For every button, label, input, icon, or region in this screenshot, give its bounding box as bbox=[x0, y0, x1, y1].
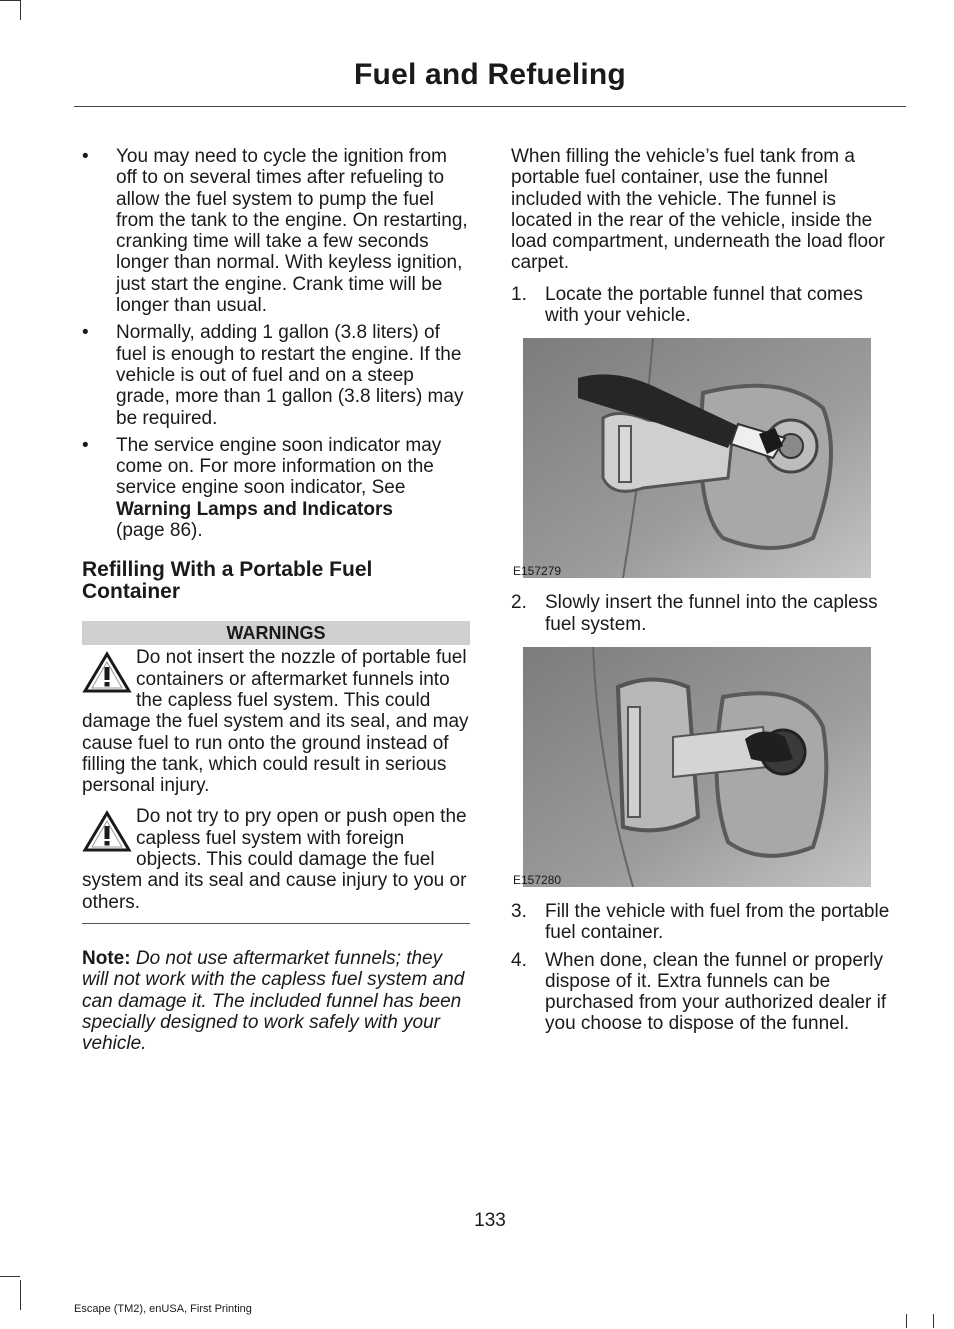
fuel-door-illustration bbox=[523, 338, 871, 578]
bullet-text: Normally, adding 1 gallon (3.8 liters) of fuel is enough to restart the engine. If the vehicle is out of fuel and on a steep grade, more than 1 gallon (3.8 liters) may be required. bbox=[116, 322, 464, 429]
bullet-text: The service engine soon indicator may come on. For more information on the service engine soon indicator, See bbox=[116, 434, 442, 499]
step-number: 2. bbox=[511, 592, 527, 614]
step-text: Slowly insert the funnel into the capless fuel system. bbox=[545, 592, 878, 635]
footer-text: Escape (TM2), enUSA, First Printing bbox=[74, 1303, 252, 1315]
figure-code: E157279 bbox=[513, 564, 562, 579]
fuel-door-illustration bbox=[523, 647, 871, 887]
warnings-header: WARNINGS bbox=[82, 621, 470, 645]
bullet-item bbox=[82, 322, 470, 428]
step-number: 3. bbox=[511, 900, 527, 922]
note-text: Do not use aftermarket funnels; they will not work with the capless fuel system and can damage it. The included funnel has been specially designed to work safely with your vehicle. bbox=[82, 947, 465, 1055]
page-number: 133 bbox=[474, 1210, 506, 1231]
bullet-text: You may need to cycle the ignition from off to on several times after refueling to allow the fuel system to pump the fuel from the tank to the engine. On restarting, cranking time will take a few seconds longer than normal. With keyless ignition, just start the engine. Crank time will be longer than usual. bbox=[116, 146, 468, 317]
step-item bbox=[511, 284, 901, 327]
note bbox=[82, 948, 470, 1054]
crop-mark bbox=[20, 0, 21, 20]
figure-code: E157280 bbox=[513, 872, 562, 887]
warning-block bbox=[82, 806, 470, 912]
step-number: 1. bbox=[511, 283, 527, 305]
step-number: 4. bbox=[511, 949, 527, 971]
step-text: Fill the vehicle with fuel from the portable fuel container. bbox=[545, 900, 890, 944]
bullet-mark: • bbox=[82, 322, 89, 344]
step-item bbox=[511, 901, 901, 944]
bullet-item bbox=[82, 146, 470, 316]
bullet-mark: • bbox=[82, 434, 89, 456]
step-item bbox=[511, 592, 901, 635]
bullet-item bbox=[82, 435, 470, 541]
section-heading: Refilling With a Portable Fuel Container bbox=[82, 558, 373, 604]
left-column bbox=[82, 146, 470, 1054]
warnings-divider bbox=[82, 923, 470, 924]
crop-mark bbox=[0, 0, 20, 1]
cross-reference-link[interactable]: Warning Lamps and Indicators bbox=[116, 498, 393, 520]
warning-text: Do not insert the nozzle of portable fuel containers or aftermarket funnels into the capless fuel system. This could damage the fuel system and its seal, and may cause fuel to run onto the ground instead of filling the tank, which could result in serious personal injury. bbox=[82, 647, 469, 797]
intro-paragraph: When filling the vehicle’s fuel tank from a portable fuel container, use the funnel included with the vehicle. The funnel is located in the rear of the vehicle, inside the load compartment, underneath the load floor carpet. bbox=[511, 146, 885, 274]
warning-block bbox=[82, 647, 470, 796]
note-label: Note: bbox=[82, 947, 131, 969]
crop-mark bbox=[20, 1280, 21, 1310]
warning-triangle-icon bbox=[82, 651, 132, 695]
warning-triangle-icon bbox=[82, 810, 132, 854]
figure-funnel-inserted bbox=[511, 647, 871, 891]
crop-mark bbox=[0, 1276, 20, 1277]
right-column bbox=[511, 146, 901, 1041]
title-divider bbox=[74, 106, 906, 107]
page-reference: (page 86). bbox=[116, 520, 203, 542]
warning-text: Do not try to pry open or push open the capless fuel system with foreign objects. This could damage the fuel system and its seal and cause injury to you or others. bbox=[82, 806, 467, 913]
crop-mark bbox=[933, 1314, 934, 1328]
step-text: When done, clean the funnel or properly dispose of it. Extra funnels can be purchased from your authorized dealer if you choose to dispose of the funnel. bbox=[545, 949, 887, 1035]
page-title: Fuel and Refueling bbox=[354, 58, 626, 91]
crop-mark bbox=[906, 1314, 907, 1328]
step-item bbox=[511, 950, 901, 1035]
step-text: Locate the portable funnel that comes with your vehicle. bbox=[545, 283, 863, 327]
figure-funnel-approach bbox=[511, 338, 871, 582]
bullet-mark: • bbox=[82, 146, 89, 167]
